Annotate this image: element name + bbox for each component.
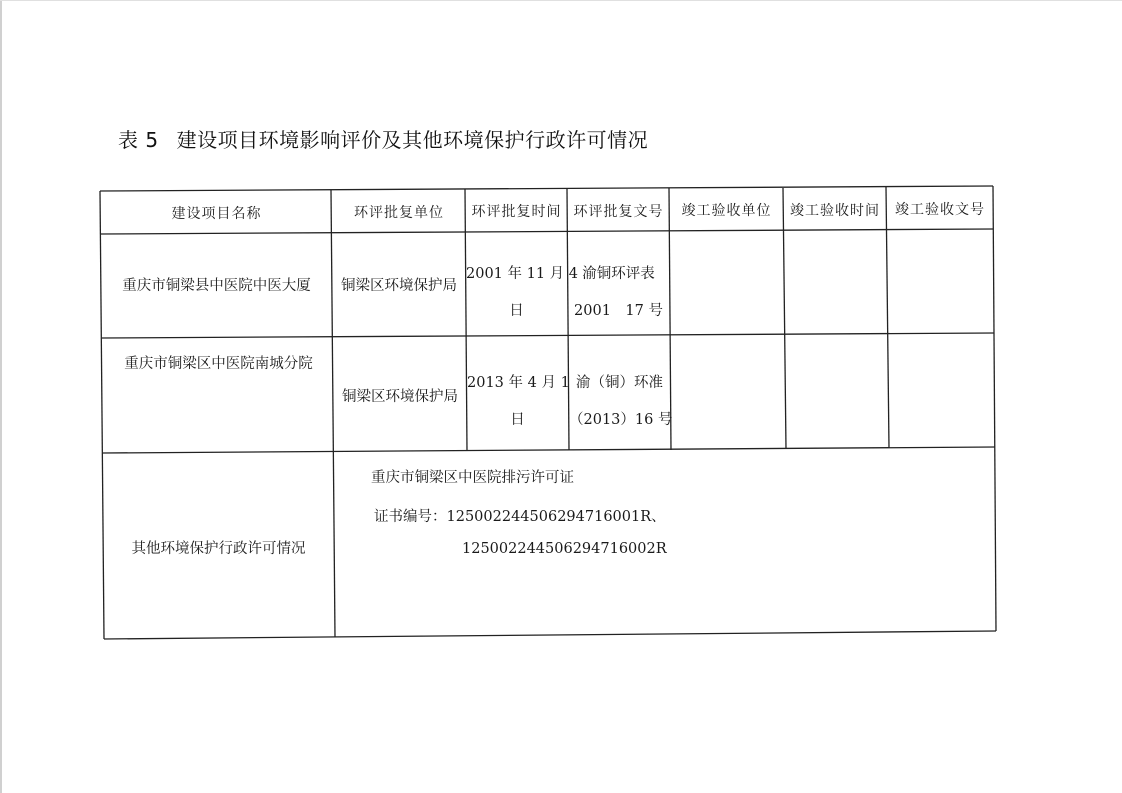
header-eia-doc: 环评批复文号 xyxy=(573,204,664,221)
other-permit-title: 重庆市铜梁区中医院排污许可证 xyxy=(371,470,574,486)
row2-eia-time-line1: 2013 年 4 月 1 xyxy=(467,375,570,391)
row2-eia-time-line2: 日 xyxy=(510,412,525,428)
row1-acceptance-doc xyxy=(887,234,993,334)
table-number: 表 5 xyxy=(118,128,159,152)
row1-eia-unit: 铜梁区环境保护局 xyxy=(341,278,457,295)
row1-project-name: 重庆市铜梁县中医院中医大厦 xyxy=(122,278,311,295)
row1-eia-time-line1: 2001 年 11 月 4 xyxy=(466,266,579,282)
row2-eia-unit: 铜梁区环境保护局 xyxy=(342,389,458,406)
row2-acceptance-time xyxy=(785,335,887,447)
other-permit-cert-number-1: 证书编号：125002244506294716001R、 xyxy=(374,509,666,525)
row1-acceptance-unit xyxy=(670,234,783,334)
row2-acceptance-doc xyxy=(888,334,994,446)
row1-eia-time-line2: 日 xyxy=(509,303,524,319)
header-eia-time: 环评批复时间 xyxy=(471,204,562,221)
other-permit-cert-number-2: 125002244506294716002R xyxy=(462,541,667,557)
row2-acceptance-unit xyxy=(671,336,784,448)
row2-eia-doc-line1: 渝（铜）环准 xyxy=(576,375,663,391)
row1-eia-doc-line2: 2001 17 号 xyxy=(574,303,663,319)
header-project-name: 建设项目名称 xyxy=(171,206,262,223)
header-acceptance-doc: 竣工验收文号 xyxy=(895,202,985,219)
header-eia-unit: 环评批复单位 xyxy=(354,205,444,222)
header-acceptance-time: 竣工验收时间 xyxy=(790,203,880,220)
row2-eia-doc-line2: （2013）16 号 xyxy=(569,412,673,428)
table-title-text: 建设项目环境影响评价及其他环境保护行政许可情况 xyxy=(176,128,649,152)
other-permits-label: 其他环境保护行政许可情况 xyxy=(131,541,306,558)
row2-project-name: 重庆市铜梁区中医院南城分院 xyxy=(124,356,313,372)
header-acceptance-unit: 竣工验收单位 xyxy=(681,203,772,220)
row1-eia-doc-line1: 渝铜环评表 xyxy=(582,266,655,282)
row1-acceptance-time xyxy=(784,234,886,334)
